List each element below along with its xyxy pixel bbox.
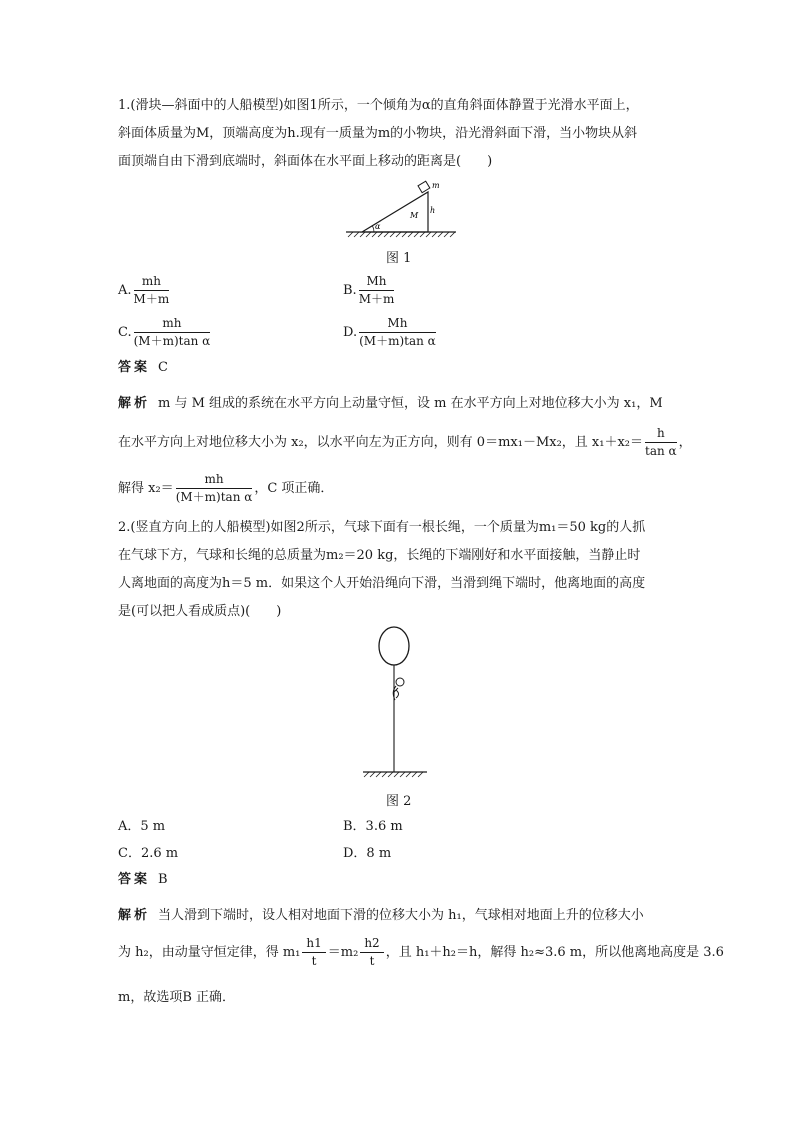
- q2-answer: [118, 870, 168, 890]
- q2-sol-frac1-den: t: [311, 954, 317, 968]
- q1-option-d-den: (M＋m)tan α: [359, 334, 436, 348]
- q1-solution-line-2: [118, 426, 692, 459]
- q1-option-d-fraction: [359, 316, 436, 349]
- q1-option-b-num: Mh: [359, 274, 395, 291]
- figure-1-incline: [340, 180, 460, 242]
- q1-option-d-num: Mh: [359, 316, 436, 333]
- q2-answer-value: B: [158, 872, 168, 887]
- q2-option-d[interactable]: D．8 m: [343, 846, 392, 861]
- q1-option-c-letter: C.: [118, 325, 132, 340]
- figure-2-caption: 图 2: [386, 794, 412, 809]
- q2-stem-line-4: 是(可以把人看成质点)( ): [118, 604, 282, 619]
- q1-option-d-letter: D.: [343, 325, 358, 340]
- q2-stem-line-3: 人离地面的高度为h＝5 m．如果这个人开始沿绳向下滑，当滑到绳下端时，他离地面的高度: [118, 576, 646, 591]
- q2-solution-text-2b: ，且 h₁＋h₂＝h，解得 h₂≈3.6 m，所以他离地高度是 3.6: [385, 945, 724, 960]
- q1-solution-line-1: [118, 392, 678, 411]
- q1-solution-text-2b: ，: [678, 435, 692, 450]
- q1-option-b-fraction: [359, 274, 395, 307]
- q1-solution-fraction-1: [645, 426, 677, 459]
- q1-option-d[interactable]: [343, 316, 438, 349]
- q1-option-c-den: (M＋m)tan α: [133, 334, 211, 348]
- q1-option-b-letter: B.: [343, 283, 357, 298]
- q2-solution-line-1: [118, 904, 678, 923]
- q2-solution-text-1: 当人滑到下端时，设人相对地面下滑的位移大小为 h₁，气球相对地面上升的位移大小: [158, 908, 644, 923]
- q2-option-a[interactable]: A．5 m: [118, 819, 166, 834]
- q1-answer: [118, 358, 168, 378]
- q1-sol-frac2-num: mh: [176, 472, 253, 489]
- q2-option-c[interactable]: C．2.6 m: [118, 846, 179, 861]
- q1-option-c-fraction: [134, 316, 211, 349]
- q1-solution-label: 解析: [118, 396, 151, 411]
- q2-sol-frac2-num: h2: [360, 936, 383, 953]
- q2-sol-frac1-num: h1: [302, 936, 325, 953]
- q2-solution-fraction-1: [302, 936, 325, 969]
- q1-solution-line-3: [118, 472, 678, 505]
- q1-solution-text-3: 解得 x₂＝: [118, 481, 174, 496]
- q2-answer-label: 答案: [118, 872, 151, 887]
- q1-option-c-num: mh: [134, 316, 211, 333]
- fig1-label-alpha: α: [375, 222, 381, 231]
- q2-option-b[interactable]: B．3.6 m: [343, 819, 403, 834]
- q1-option-a-den: M＋m: [133, 292, 170, 306]
- q1-stem-line-1: 1.(滑块—斜面中的人船模型)如图1所示，一个倾角为α的直角斜面体静置于光滑水平面上，: [118, 98, 639, 113]
- fig1-label-m: m: [432, 181, 440, 190]
- q2-solution-fraction-2: [360, 936, 383, 969]
- q1-option-b[interactable]: [343, 274, 396, 307]
- q1-stem-line-3: 面顶端自由下滑到底端时，斜面体在水平面上移动的距离是( ): [118, 154, 493, 169]
- q2-solution-line-2: [118, 936, 724, 969]
- figure-2-balloon: [355, 622, 435, 782]
- q1-sol-frac1-den: tan α: [645, 444, 677, 458]
- q2-solution-text-2: 为 h₂，由动量守恒定律，得 m₁: [118, 945, 301, 960]
- q1-stem-line-2: 斜面体质量为M，顶端高度为h.现有一质量为m的小物块，沿光滑斜面下滑，当小物块从斜: [118, 126, 638, 141]
- fig1-label-h: h: [430, 206, 436, 215]
- q2-stem-line-1: 2.(竖直方向上的人船模型)如图2所示，气球下面有一根长绳，一个质量为m₁＝50 kg的人抓: [118, 520, 646, 535]
- q1-option-c[interactable]: [118, 316, 212, 349]
- q1-sol-frac1-num: h: [645, 426, 677, 443]
- q1-answer-label: 答案: [118, 360, 151, 375]
- q2-sol-frac2-den: t: [369, 954, 375, 968]
- q2-solution-label: 解析: [118, 908, 151, 923]
- q1-option-a-letter: A.: [118, 283, 132, 298]
- q1-option-a-num: mh: [134, 274, 170, 291]
- q2-solution-line-3: m，故选项B 正确．: [118, 990, 236, 1005]
- fig1-label-M: M: [410, 211, 419, 220]
- q1-sol-frac2-den: (M＋m)tan α: [175, 490, 253, 504]
- q1-solution-text-2: 在水平方向上对地位移大小为 x₂，以水平向左为正方向，则有 0＝mx₁－Mx₂，且 x₁＋x₂＝: [118, 435, 644, 450]
- q1-option-b-den: M＋m: [358, 292, 395, 306]
- q1-solution-text-3b: ，C 项正确．: [254, 481, 334, 496]
- q1-option-a-fraction: [134, 274, 170, 307]
- q1-option-a[interactable]: [118, 274, 171, 307]
- q1-answer-value: C: [158, 360, 168, 375]
- q1-solution-fraction-2: [176, 472, 253, 505]
- q1-stem: [118, 92, 678, 176]
- q2-stem-line-2: 在气球下方，气球和长绳的总质量为m₂＝20 kg，长绳的下端刚好和水平面接触，当静止时: [118, 548, 641, 563]
- figure-1-caption: 图 1: [386, 251, 412, 266]
- q2-solution-text-2-mid: ＝m₂: [327, 945, 359, 960]
- q1-solution-text-1: m 与 M 组成的系统在水平方向上动量守恒，设 m 在水平方向上对地位移大小为 x₁，M: [158, 396, 663, 411]
- q2-stem: [118, 514, 678, 626]
